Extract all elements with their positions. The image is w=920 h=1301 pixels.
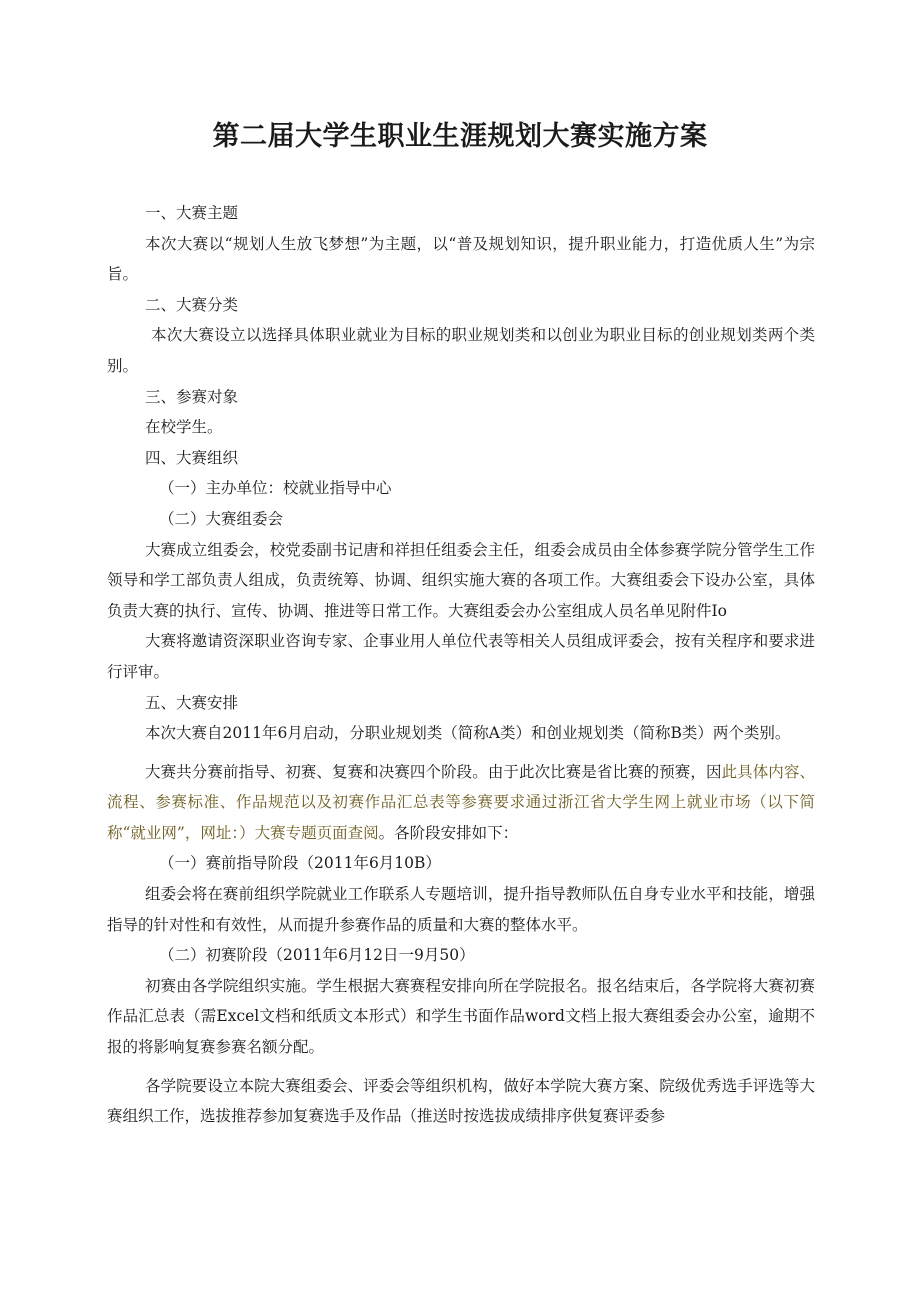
paragraph-theme: 本次大赛以“规划人生放飞梦想”为主题，以“普及规划知识，提升职业能力，打造优质人生”为宗旨。: [107, 234, 815, 284]
document-title: 第二届大学生职业生涯规划大赛实施方案: [212, 121, 708, 152]
subsection-pre-guidance: （一）赛前指导阶段（2011年6月10B）: [159, 854, 441, 873]
document-body: [107, 198, 815, 1132]
stages-text-highlight: 此具体内容、流程、参赛标准、作品规范以及初赛作品汇总表等参赛要求通过浙江省大学生网上就业市场（以下简称“就业网”，网址：）大赛专题页面查阅: [107, 762, 815, 842]
stages-text-end: 。各阶段安排如下：: [378, 823, 519, 842]
section-heading-participants: 三、参赛对象: [145, 387, 239, 406]
paragraph-category: 本次大赛设立以选择具体职业就业为目标的职业规划类和以创业为职业目标的创业规划类两个类别。: [107, 326, 815, 375]
subsection-committee: （二）大赛组委会: [159, 509, 284, 528]
subsection-preliminary: （二）初赛阶段（2011年6月12日一9月50）: [159, 946, 475, 965]
paragraph-schedule-start: 本次大赛自2011年6月启动，分职业规划类（简称A类）和创业规划类（简称B类）两个类别。: [145, 724, 791, 743]
section-heading-schedule: 五、大赛安排: [145, 693, 239, 712]
subsection-host: （一）主办单位：校就业指导中心: [159, 479, 392, 498]
paragraph-college-organization: 各学院要设立本院大赛组委会、评委会等组织机构，做好本学院大赛方案、院级优秀选手评选等大赛组织工作，选拔推荐参加复赛选手及作品（推送时按选拔成绩排序供复赛评委参: [107, 1076, 815, 1126]
paragraph-pre-guidance: 组委会将在赛前组织学院就业工作联系人专题培训，提升指导教师队伍自身专业水平和技能，增强指导的针对性和有效性，从而提升参赛作品的质量和大赛的整体水平。: [107, 885, 815, 934]
paragraph-participants: 在校学生。: [145, 418, 223, 437]
paragraph-judges: 大赛将邀请资深职业咨询专家、企事业用人单位代表等相关人员组成评委会，按有关程序和要求进行评审。: [107, 632, 815, 681]
paragraph-committee: 大赛成立组委会，校党委副书记唐和祥担任组委会主任，组委会成员由全体参赛学院分管学生工作领导和学工部负责人组成，负责统筹、协调、组织实施大赛的各项工作。大赛组委会下设办公室，具体负责大赛的执行、宣传、协调、推进等日常工作。大赛组委会办公室组成人员名单见附件Io: [107, 540, 815, 620]
paragraph-stages: [107, 757, 815, 849]
paragraph-preliminary: 初赛由各学院组织实施。学生根据大赛赛程安排向所在学院报名。报名结束后，各学院将大赛初赛作品汇总表（需Excel文档和纸质文本形式）和学生书面作品word文档上报大赛组委会办公室，逾期不报的将影响复赛参赛名额分配。: [107, 976, 815, 1057]
stages-text-start: 大赛共分赛前指导、初赛、复赛和决赛四个阶段。由于此次比赛是省比赛的预赛，因: [145, 762, 722, 781]
section-heading-category: 二、大赛分类: [145, 295, 239, 314]
section-heading-organization: 四、大赛组织: [145, 448, 239, 467]
section-heading-theme: 一、大赛主题: [145, 204, 239, 222]
